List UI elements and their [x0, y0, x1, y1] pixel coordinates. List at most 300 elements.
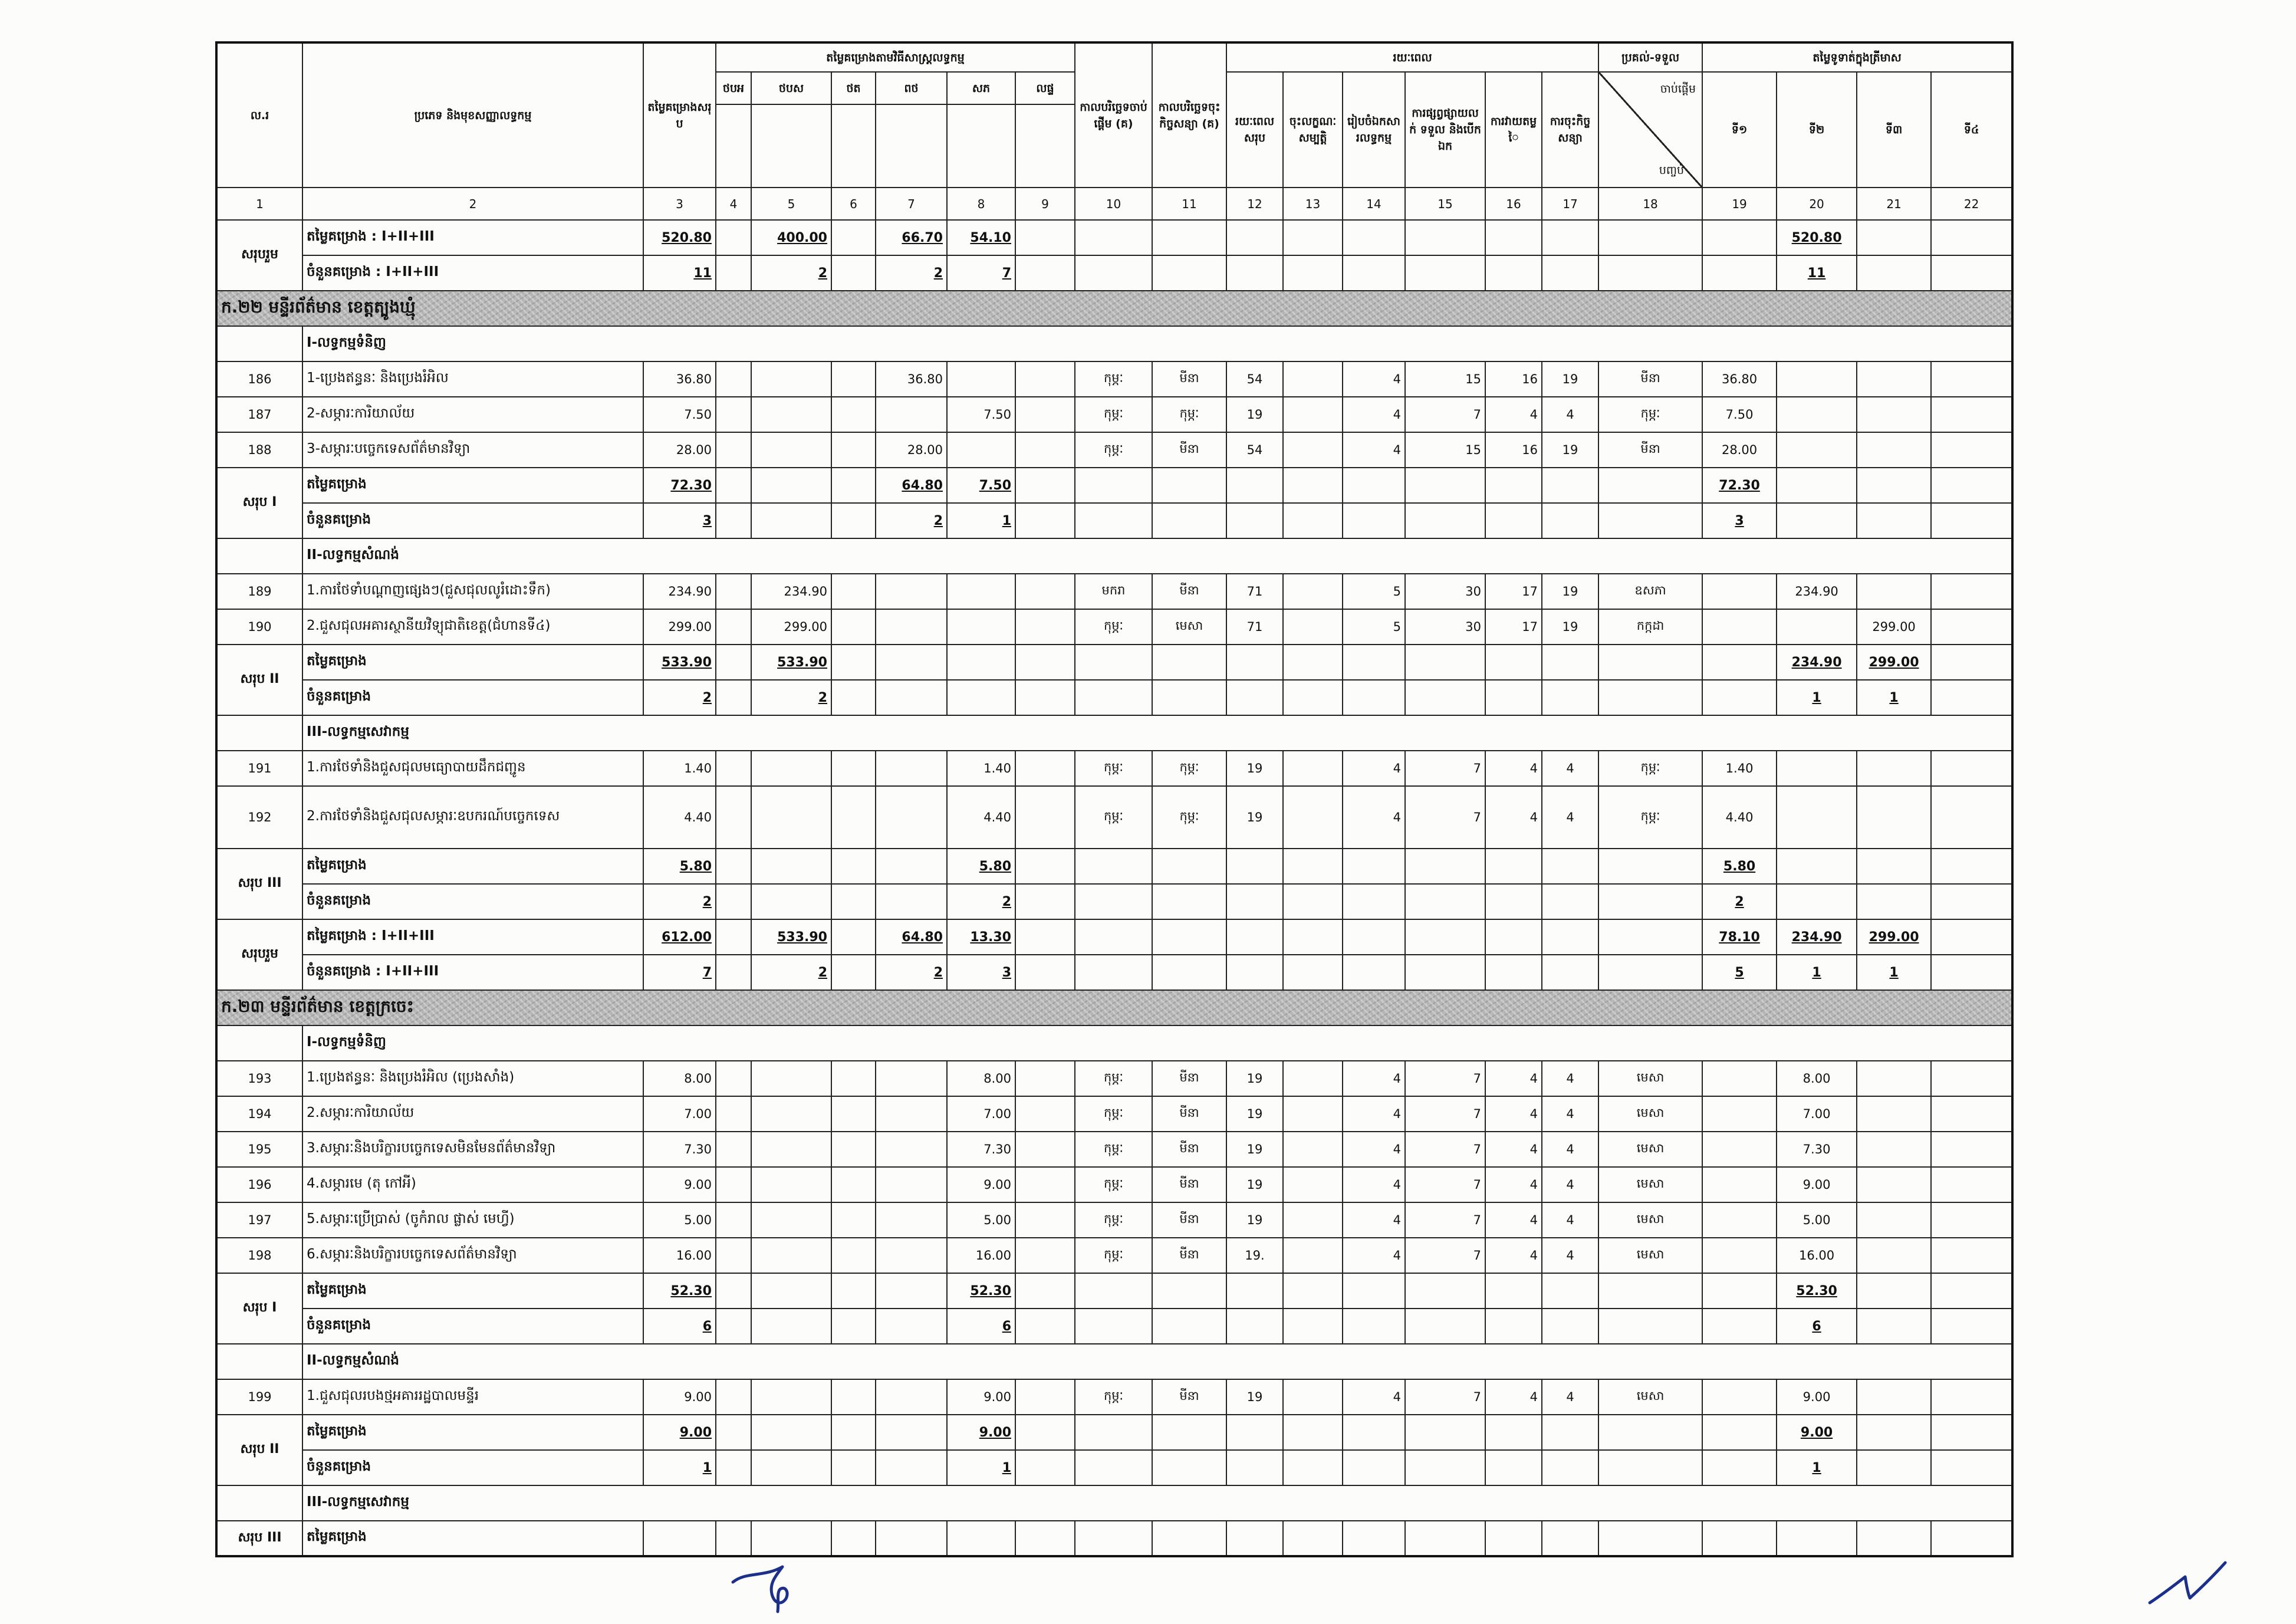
- cell-method-3: [831, 1238, 876, 1273]
- cell-quarter-4: [1931, 255, 2012, 291]
- cell-duration-documents: [1343, 919, 1405, 955]
- cell-method-1: [716, 884, 751, 919]
- category-title: III-លទ្ធកម្មសេវាកម្ម: [302, 1485, 2012, 1521]
- cell-method-4: [876, 397, 947, 432]
- item-name: 2.ជួសជុលអគារស្ថានីយវិទ្យុជាតិខេត្ត(ជំហានទី៤): [302, 609, 643, 645]
- cell-duration-total: 71: [1226, 609, 1283, 645]
- cell-duration-evaluation: 17: [1485, 609, 1542, 645]
- cell-method-3: [831, 255, 876, 291]
- header-method-group: តម្លៃគម្រោងតាមវិធីសាស្ត្រលទ្ធកម្ម: [716, 42, 1075, 72]
- cell-method-6: [1015, 468, 1075, 503]
- cell-duration-total: 71: [1226, 574, 1283, 609]
- cell-method-5: 7.00: [947, 1096, 1015, 1132]
- cell-method-5: [947, 574, 1015, 609]
- cell-quarter-4: [1931, 1132, 2012, 1167]
- item-row: [216, 1096, 2012, 1132]
- item-row: [216, 1061, 2012, 1096]
- cell-contract-date: មីនា: [1152, 1202, 1226, 1238]
- cell-quarter-3: [1857, 1202, 1931, 1238]
- cell-handover: [1598, 1273, 1702, 1309]
- cell-method-2: [751, 1309, 831, 1344]
- cell-quarter-2: 520.80: [1777, 220, 1857, 255]
- cell-quarter-3: [1857, 361, 1931, 397]
- cell-quarter-4: [1931, 1167, 2012, 1202]
- cell-handover: [1598, 503, 1702, 538]
- cell-start-date: កុម្ភៈ: [1075, 1096, 1152, 1132]
- item-number: 196: [216, 1167, 302, 1202]
- cell-duration-documents: 4: [1343, 786, 1405, 849]
- cell-quarter-4: [1931, 919, 2012, 955]
- category-row: [216, 715, 2012, 751]
- cell-quarter-4: [1931, 468, 2012, 503]
- cell-quarter-2: [1777, 397, 1857, 432]
- cell-method-6: [1015, 645, 1075, 680]
- header-duration-group: រយៈពេល: [1226, 42, 1598, 72]
- cell-method-1: [716, 1521, 751, 1556]
- item-row: [216, 397, 2012, 432]
- cell-contract-date: [1152, 645, 1226, 680]
- cell-method-2: 234.90: [751, 574, 831, 609]
- cell-quarter-4: [1931, 609, 2012, 645]
- cell-duration-publication: 7: [1405, 786, 1485, 849]
- cell-method-1: [716, 645, 751, 680]
- cell-duration-documents: 4: [1343, 1238, 1405, 1273]
- cell-quarter-1: 3: [1702, 503, 1777, 538]
- cell-quarter-4: [1931, 1309, 2012, 1344]
- cell-contract-date: [1152, 919, 1226, 955]
- cell-start-date: កុម្ភៈ: [1075, 786, 1152, 849]
- cell-handover: [1598, 1450, 1702, 1485]
- cell-duration-qualification: [1283, 432, 1343, 468]
- cell-method-3: [831, 1061, 876, 1096]
- item-name: 2-សម្ភារៈការិយាល័យ: [302, 397, 643, 432]
- item-number: 195: [216, 1132, 302, 1167]
- cell-duration-contract: [1542, 1450, 1598, 1485]
- cell-duration-qualification: [1283, 849, 1343, 884]
- cell-method-5: 1.40: [947, 751, 1015, 786]
- cell-duration-evaluation: [1485, 1309, 1542, 1344]
- category-spacer: [216, 1344, 302, 1379]
- cell-quarter-1: [1702, 1238, 1777, 1273]
- header-quarter-4: ទី៤: [1931, 72, 2012, 188]
- cell-quarter-2: [1777, 468, 1857, 503]
- cell-quarter-2: 1: [1777, 1450, 1857, 1485]
- cell-handover: មេសា: [1598, 1379, 1702, 1415]
- cell-duration-contract: [1542, 645, 1598, 680]
- cell-quarter-1: 72.30: [1702, 468, 1777, 503]
- cell-contract-date: [1152, 1450, 1226, 1485]
- cell-duration-documents: [1343, 1309, 1405, 1344]
- cell-method-2: [751, 1521, 831, 1556]
- cell-method-3: [831, 1273, 876, 1309]
- cell-duration-qualification: [1283, 1379, 1343, 1415]
- cell-method-3: [831, 1379, 876, 1415]
- cell-method-1: [716, 955, 751, 990]
- header-quarter-3: ទី៣: [1857, 72, 1931, 188]
- cell-duration-qualification: [1283, 1132, 1343, 1167]
- cell-quarter-1: 28.00: [1702, 432, 1777, 468]
- item-name: 1.ជួសជុលរបងថ្មអគាររដ្ឋបាលមន្ទីរ: [302, 1379, 643, 1415]
- cell-quarter-2: 1: [1777, 680, 1857, 715]
- cell-total-cost: 2: [643, 884, 716, 919]
- cell-duration-total: [1226, 1309, 1283, 1344]
- header-handover-dates: [1598, 72, 1702, 188]
- cell-handover: [1598, 645, 1702, 680]
- item-number: 199: [216, 1379, 302, 1415]
- cell-total-cost: 9.00: [643, 1415, 716, 1450]
- method-spacer: [716, 104, 751, 188]
- cell-method-5: 5.80: [947, 849, 1015, 884]
- cell-duration-total: [1226, 220, 1283, 255]
- cell-method-2: 2: [751, 255, 831, 291]
- summary-value-row: [216, 220, 2012, 255]
- cell-method-2: 2: [751, 955, 831, 990]
- category-title: III-លទ្ធកម្មសេវាកម្ម: [302, 715, 2012, 751]
- cell-quarter-4: [1931, 1379, 2012, 1415]
- cell-quarter-2: [1777, 786, 1857, 849]
- cell-handover: កុម្ភៈ: [1598, 397, 1702, 432]
- cell-method-4: [876, 680, 947, 715]
- cell-duration-documents: [1343, 1450, 1405, 1485]
- cell-quarter-2: [1777, 1521, 1857, 1556]
- cell-quarter-3: [1857, 1096, 1931, 1132]
- cell-method-1: [716, 786, 751, 849]
- cell-contract-date: កុម្ភៈ: [1152, 397, 1226, 432]
- cell-duration-contract: 4: [1542, 1061, 1598, 1096]
- summary-line-label: ចំនួនគម្រោង: [302, 503, 643, 538]
- item-name: 2.ការថែទាំនិងជួសជុលសម្ភារៈឧបករណ៍បច្ចេកទេស: [302, 786, 643, 849]
- cell-start-date: [1075, 1521, 1152, 1556]
- section-title: ក.២៣ មន្ទីរព័ត៌មាន ខេត្តក្រចេះ: [216, 990, 2012, 1025]
- item-row: [216, 751, 2012, 786]
- cell-duration-evaluation: 4: [1485, 1379, 1542, 1415]
- cell-contract-date: មីនា: [1152, 1167, 1226, 1202]
- cell-duration-contract: 4: [1542, 397, 1598, 432]
- cell-method-6: [1015, 1096, 1075, 1132]
- cell-contract-date: [1152, 849, 1226, 884]
- cell-method-6: [1015, 1202, 1075, 1238]
- cell-duration-documents: [1343, 1415, 1405, 1450]
- header-start-date: កាលបរិច្ឆេទចាប់ផ្តើម (គ): [1075, 42, 1152, 188]
- cell-duration-contract: [1542, 849, 1598, 884]
- item-row: [216, 1167, 2012, 1202]
- item-number: 198: [216, 1238, 302, 1273]
- cell-start-date: កុម្ភៈ: [1075, 361, 1152, 397]
- summary-count-row: [216, 1450, 2012, 1485]
- cell-method-5: 6: [947, 1309, 1015, 1344]
- cell-duration-documents: [1343, 1273, 1405, 1309]
- item-row: [216, 1238, 2012, 1273]
- method-spacer: [831, 104, 876, 188]
- cell-method-4: [876, 1238, 947, 1273]
- cell-method-5: 9.00: [947, 1167, 1015, 1202]
- header-quarter-2: ទី២: [1777, 72, 1857, 188]
- cell-contract-date: មីនា: [1152, 1238, 1226, 1273]
- summary-group-label: សរុប II: [216, 645, 302, 715]
- cell-method-6: [1015, 1132, 1075, 1167]
- cell-method-3: [831, 503, 876, 538]
- table-body: [216, 220, 2012, 1556]
- cell-quarter-2: 52.30: [1777, 1273, 1857, 1309]
- cell-method-4: [876, 1132, 947, 1167]
- cell-duration-publication: 7: [1405, 1238, 1485, 1273]
- cell-method-5: 7: [947, 255, 1015, 291]
- cell-duration-total: [1226, 955, 1283, 990]
- cell-method-6: [1015, 751, 1075, 786]
- item-row: [216, 361, 2012, 397]
- cell-duration-publication: [1405, 220, 1485, 255]
- cell-quarter-4: [1931, 1096, 2012, 1132]
- column-number: 19: [1702, 188, 1777, 220]
- handwritten-initial-left: [728, 1560, 805, 1616]
- cell-duration-documents: 4: [1343, 1379, 1405, 1415]
- cell-handover: [1598, 468, 1702, 503]
- cell-duration-total: [1226, 849, 1283, 884]
- cell-total-cost: 299.00: [643, 609, 716, 645]
- cell-quarter-1: [1702, 609, 1777, 645]
- cell-start-date: [1075, 919, 1152, 955]
- category-row: [216, 1025, 2012, 1061]
- cell-method-2: [751, 786, 831, 849]
- item-number: 190: [216, 609, 302, 645]
- cell-duration-contract: [1542, 503, 1598, 538]
- cell-method-5: [947, 680, 1015, 715]
- cell-duration-contract: 4: [1542, 1132, 1598, 1167]
- cell-start-date: [1075, 884, 1152, 919]
- header-method-5: សភ: [947, 72, 1015, 104]
- cell-duration-documents: [1343, 255, 1405, 291]
- cell-start-date: កុម្ភៈ: [1075, 1167, 1152, 1202]
- cell-method-1: [716, 503, 751, 538]
- cell-method-2: [751, 503, 831, 538]
- column-number: 1: [216, 188, 302, 220]
- cell-handover: មេសា: [1598, 1096, 1702, 1132]
- cell-duration-total: 19: [1226, 397, 1283, 432]
- cell-duration-total: [1226, 680, 1283, 715]
- cell-contract-date: [1152, 1415, 1226, 1450]
- cell-method-1: [716, 574, 751, 609]
- category-row: [216, 326, 2012, 361]
- cell-quarter-1: [1702, 1167, 1777, 1202]
- cell-quarter-1: [1702, 1415, 1777, 1450]
- column-number: 6: [831, 188, 876, 220]
- cell-duration-total: 19: [1226, 786, 1283, 849]
- cell-quarter-2: 9.00: [1777, 1379, 1857, 1415]
- cell-method-6: [1015, 574, 1075, 609]
- cell-method-5: 7.50: [947, 468, 1015, 503]
- cell-contract-date: [1152, 680, 1226, 715]
- cell-quarter-1: 4.40: [1702, 786, 1777, 849]
- cell-duration-qualification: [1283, 468, 1343, 503]
- procurement-plan-table: [215, 41, 2014, 1557]
- cell-contract-date: មីនា: [1152, 361, 1226, 397]
- cell-quarter-1: 5: [1702, 955, 1777, 990]
- cell-quarter-3: 299.00: [1857, 919, 1931, 955]
- cell-quarter-4: [1931, 574, 2012, 609]
- summary-count-row: [216, 680, 2012, 715]
- item-number: 194: [216, 1096, 302, 1132]
- cell-contract-date: កុម្ភៈ: [1152, 751, 1226, 786]
- summary-line-label: ចំនួនគម្រោង : I+II+III: [302, 955, 643, 990]
- cell-method-5: 5.00: [947, 1202, 1015, 1238]
- cell-quarter-1: [1702, 1450, 1777, 1485]
- cell-start-date: កុម្ភៈ: [1075, 432, 1152, 468]
- cell-method-4: [876, 751, 947, 786]
- cell-quarter-3: [1857, 1238, 1931, 1273]
- cell-handover: [1598, 220, 1702, 255]
- item-number: 193: [216, 1061, 302, 1096]
- cell-duration-documents: 4: [1343, 361, 1405, 397]
- cell-duration-qualification: [1283, 361, 1343, 397]
- cell-method-3: [831, 1202, 876, 1238]
- cell-total-cost: 9.00: [643, 1167, 716, 1202]
- cell-method-4: [876, 1521, 947, 1556]
- cell-method-5: 2: [947, 884, 1015, 919]
- cell-quarter-1: 78.10: [1702, 919, 1777, 955]
- cell-duration-publication: [1405, 680, 1485, 715]
- cell-total-cost: 4.40: [643, 786, 716, 849]
- cell-duration-total: [1226, 884, 1283, 919]
- summary-line-label: តម្លៃគម្រោង: [302, 1273, 643, 1309]
- method-spacer: [1015, 104, 1075, 188]
- cell-duration-publication: [1405, 919, 1485, 955]
- cell-method-4: 2: [876, 955, 947, 990]
- header-method-6: លផ្ទ: [1015, 72, 1075, 104]
- item-row: [216, 1379, 2012, 1415]
- header-handover-end: បញ្ចប់: [1659, 164, 1685, 177]
- cell-handover: [1598, 884, 1702, 919]
- cell-method-6: [1015, 955, 1075, 990]
- summary-value-row: [216, 849, 2012, 884]
- cell-method-4: [876, 1061, 947, 1096]
- cell-method-6: [1015, 1238, 1075, 1273]
- cell-total-cost: 11: [643, 255, 716, 291]
- column-number: 4: [716, 188, 751, 220]
- category-row: [216, 1485, 2012, 1521]
- summary-value-row: [216, 1273, 2012, 1309]
- column-number: 7: [876, 188, 947, 220]
- cell-duration-documents: [1343, 220, 1405, 255]
- cell-duration-qualification: [1283, 884, 1343, 919]
- cell-duration-qualification: [1283, 645, 1343, 680]
- cell-method-2: [751, 849, 831, 884]
- header-item: ប្រភេទ និងមុខសញ្ញាលទ្ធកម្ម: [302, 42, 643, 188]
- cell-quarter-2: 1: [1777, 955, 1857, 990]
- item-name: 1-ប្រេងឥន្ធនៈ និងប្រេងរំអិល: [302, 361, 643, 397]
- cell-handover: [1598, 849, 1702, 884]
- cell-duration-total: 54: [1226, 432, 1283, 468]
- cell-method-1: [716, 919, 751, 955]
- summary-line-label: ចំនួនគម្រោង: [302, 1309, 643, 1344]
- cell-start-date: [1075, 503, 1152, 538]
- cell-method-2: [751, 1238, 831, 1273]
- cell-start-date: កុម្ភៈ: [1075, 1202, 1152, 1238]
- cell-start-date: [1075, 645, 1152, 680]
- cell-quarter-3: [1857, 468, 1931, 503]
- cell-duration-qualification: [1283, 1273, 1343, 1309]
- cell-total-cost: 612.00: [643, 919, 716, 955]
- column-number: 2: [302, 188, 643, 220]
- cell-method-5: 1: [947, 1450, 1015, 1485]
- header-total-cost: តម្លៃគម្រោងសរុប: [643, 42, 716, 188]
- cell-method-5: [947, 432, 1015, 468]
- cell-duration-total: 19.: [1226, 1238, 1283, 1273]
- cell-quarter-3: 1: [1857, 955, 1931, 990]
- cell-total-cost: [643, 1521, 716, 1556]
- cell-quarter-3: [1857, 786, 1931, 849]
- cell-method-4: [876, 1167, 947, 1202]
- cell-method-1: [716, 609, 751, 645]
- cell-duration-total: 19: [1226, 1132, 1283, 1167]
- cell-duration-publication: [1405, 645, 1485, 680]
- item-row: [216, 1202, 2012, 1238]
- cell-quarter-4: [1931, 680, 2012, 715]
- category-title: I-លទ្ធកម្មទំនិញ: [302, 1025, 2012, 1061]
- summary-line-label: ចំនួនគម្រោង: [302, 884, 643, 919]
- cell-quarter-3: [1857, 884, 1931, 919]
- cell-method-4: [876, 609, 947, 645]
- cell-duration-contract: [1542, 955, 1598, 990]
- cell-quarter-1: 7.50: [1702, 397, 1777, 432]
- cell-quarter-2: 16.00: [1777, 1238, 1857, 1273]
- cell-total-cost: 520.80: [643, 220, 716, 255]
- cell-method-6: [1015, 503, 1075, 538]
- cell-duration-contract: [1542, 919, 1598, 955]
- cell-quarter-2: 234.90: [1777, 645, 1857, 680]
- cell-quarter-3: [1857, 220, 1931, 255]
- table-header: [216, 42, 2012, 220]
- item-name: 1.ការថែទាំនិងជួសជុលមធ្យោបាយដឹកជញ្ជូន: [302, 751, 643, 786]
- cell-quarter-4: [1931, 786, 2012, 849]
- cell-duration-publication: 7: [1405, 1132, 1485, 1167]
- column-number: 12: [1226, 188, 1283, 220]
- cell-quarter-3: [1857, 1167, 1931, 1202]
- cell-duration-contract: 4: [1542, 1202, 1598, 1238]
- cell-quarter-4: [1931, 220, 2012, 255]
- item-name: 3-សម្ភារៈបច្ចេកទេសព័ត៌មានវិទ្យា: [302, 432, 643, 468]
- cell-duration-contract: [1542, 1521, 1598, 1556]
- cell-start-date: [1075, 255, 1152, 291]
- cell-duration-documents: 4: [1343, 1167, 1405, 1202]
- cell-handover: [1598, 955, 1702, 990]
- cell-duration-evaluation: [1485, 919, 1542, 955]
- header-contract-date: កាលបរិច្ឆេទចុះកិច្ចសន្យា (គ): [1152, 42, 1226, 188]
- cell-total-cost: 7: [643, 955, 716, 990]
- category-spacer: [216, 1485, 302, 1521]
- cell-method-1: [716, 1415, 751, 1450]
- cell-method-2: [751, 1202, 831, 1238]
- method-spacer: [751, 104, 831, 188]
- cell-duration-publication: 7: [1405, 1202, 1485, 1238]
- summary-line-label: តម្លៃគម្រោង: [302, 468, 643, 503]
- cell-contract-date: មីនា: [1152, 574, 1226, 609]
- column-number: 8: [947, 188, 1015, 220]
- cell-contract-date: មីនា: [1152, 432, 1226, 468]
- item-number: 197: [216, 1202, 302, 1238]
- category-row: [216, 1344, 2012, 1379]
- summary-value-row: [216, 468, 2012, 503]
- cell-duration-evaluation: 4: [1485, 397, 1542, 432]
- cell-contract-date: [1152, 503, 1226, 538]
- cell-method-6: [1015, 1061, 1075, 1096]
- cell-duration-contract: [1542, 1309, 1598, 1344]
- cell-quarter-4: [1931, 1450, 2012, 1485]
- cell-method-5: 4.40: [947, 786, 1015, 849]
- cell-method-5: 1: [947, 503, 1015, 538]
- cell-method-3: [831, 1450, 876, 1485]
- cell-duration-publication: 30: [1405, 609, 1485, 645]
- cell-method-4: [876, 1379, 947, 1415]
